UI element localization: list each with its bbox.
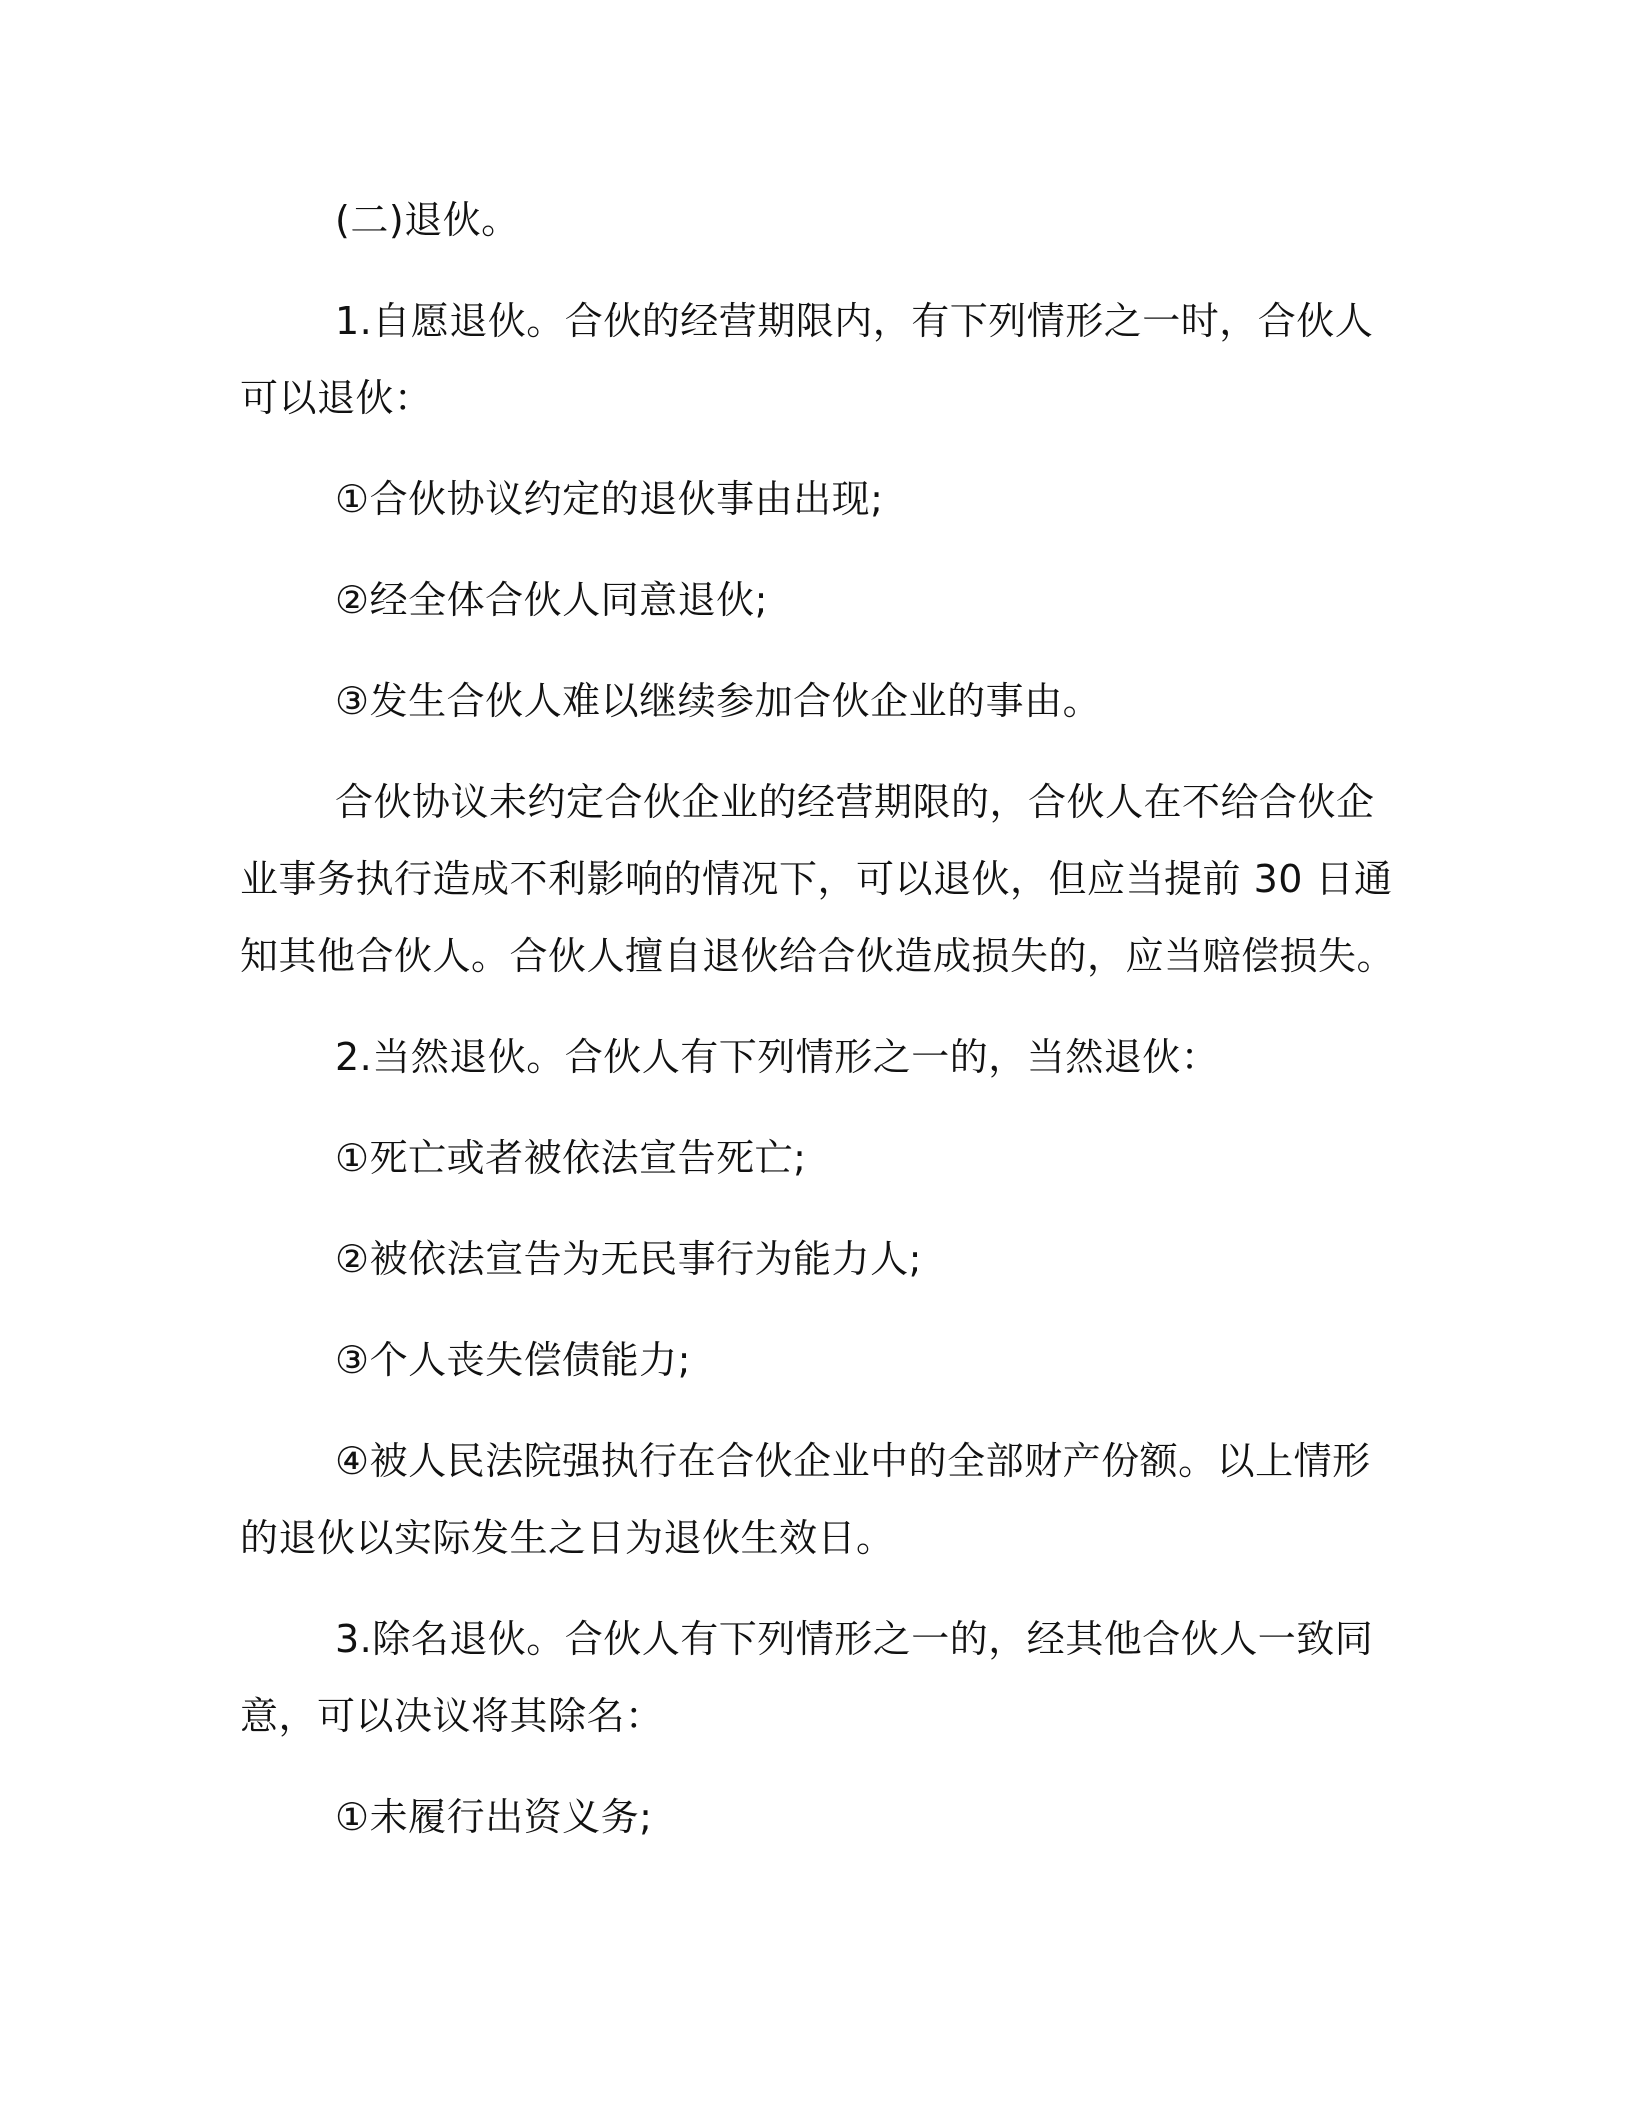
list-item: ②被依法宣告为无民事行为能力人; <box>335 1237 922 1281</box>
list-item: ①死亡或者被依法宣告死亡; <box>335 1136 807 1180</box>
section-heading: (二)退伙。 <box>335 198 520 242</box>
paragraph-no-term: 合伙协议未约定合伙企业的经营期限的，合伙人在不给合伙企业事务执行造成不利影响的情况下，可以退伙，但应当提前 30 日通知其他合伙人。合伙人擅自退伙给合伙造成损失的，应当赔偿损失。 <box>240 780 1396 978</box>
list-item: ③发生合伙人难以继续参加合伙企业的事由。 <box>335 679 1102 723</box>
paragraph-voluntary-withdrawal: 1.自愿退伙。合伙的经营期限内，有下列情形之一时，合伙人可以退伙： <box>240 299 1374 420</box>
list-item: ①未履行出资义务; <box>335 1795 653 1839</box>
paragraph-expulsion: 3.除名退伙。合伙人有下列情形之一的，经其他合伙人一致同意，可以决议将其除名： <box>240 1617 1374 1738</box>
document-body <box>240 182 1400 1856</box>
paragraph-automatic-withdrawal: 2.当然退伙。合伙人有下列情形之一的，当然退伙： <box>335 1035 1220 1079</box>
list-item: ③个人丧失偿债能力; <box>335 1338 691 1382</box>
list-item: ②经全体合伙人同意退伙; <box>335 578 768 622</box>
list-item: ①合伙协议约定的退伙事由出现; <box>335 477 884 521</box>
list-item: ④被人民法院强执行在合伙企业中的全部财产份额。以上情形的退伙以实际发生之日为退伙生效日。 <box>240 1439 1371 1560</box>
